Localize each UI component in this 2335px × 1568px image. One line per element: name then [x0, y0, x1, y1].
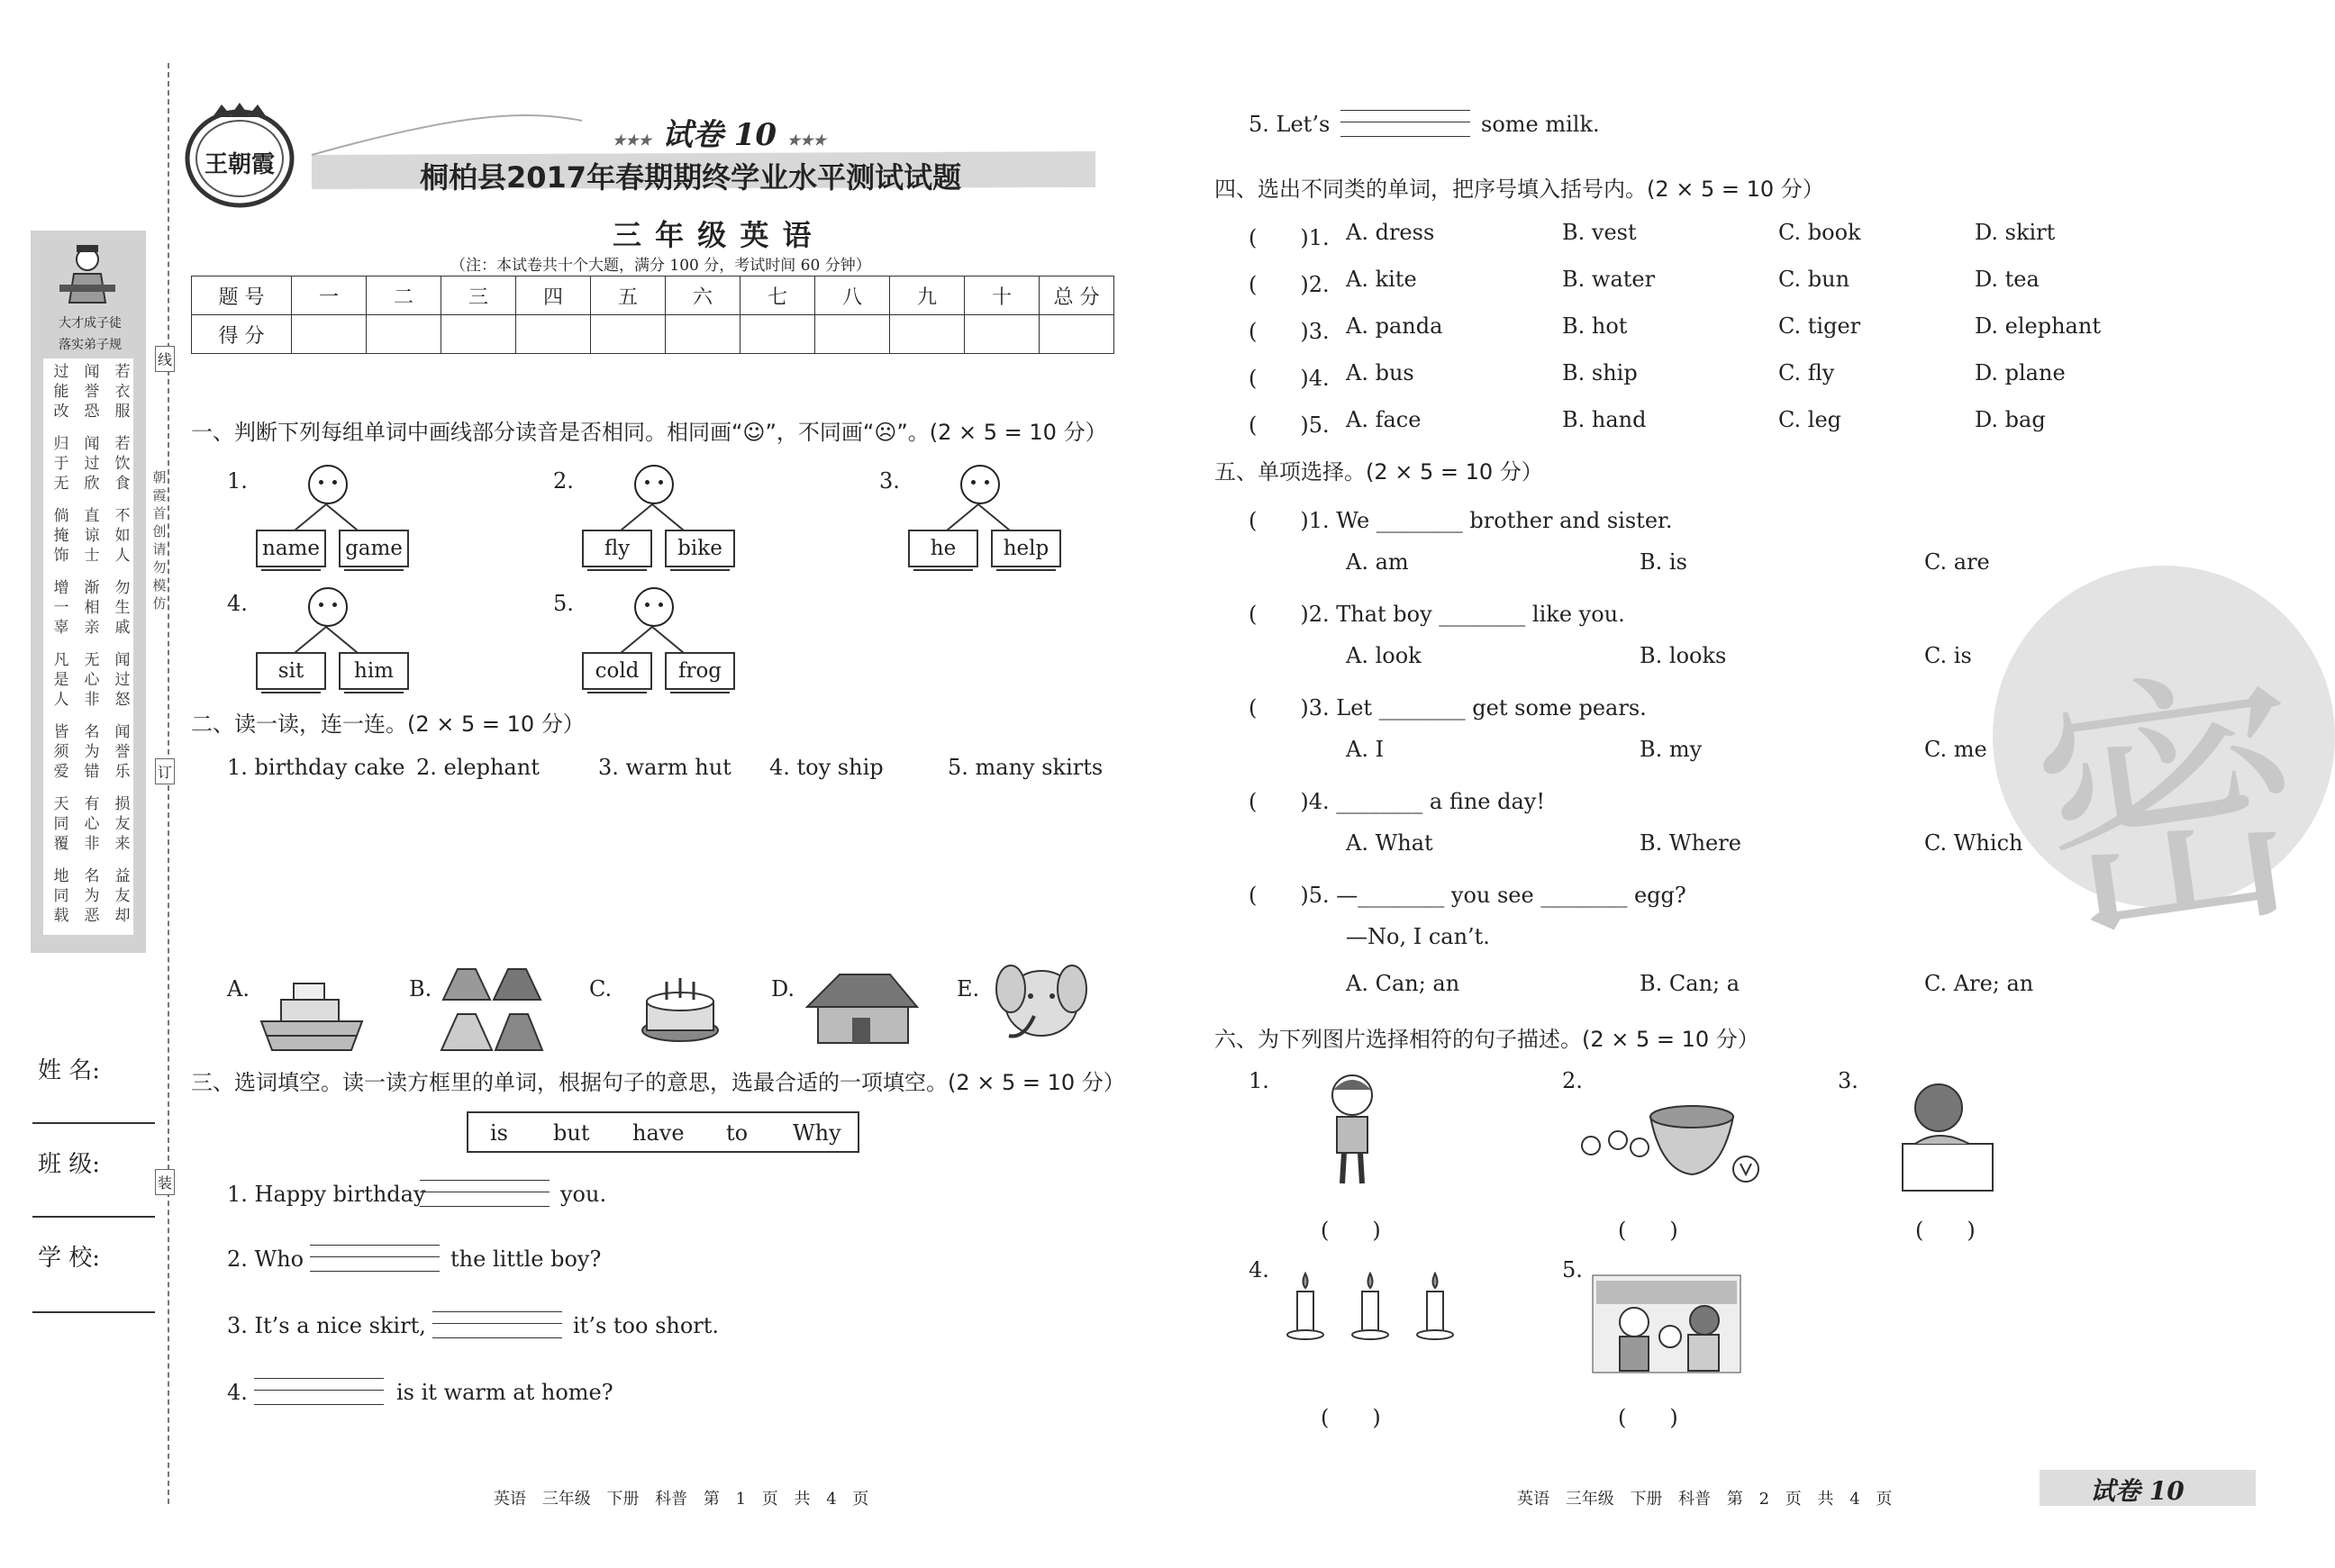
footer-right: 英语 三年级 下册 科普 第 2 页 共 4 页: [1517, 1490, 1893, 1509]
pic-label-a: A.: [227, 976, 250, 1002]
s6-num-4: 4.: [1249, 1257, 1269, 1282]
rule-char: 闻: [84, 363, 100, 381]
rule-column: [114, 650, 132, 710]
rule-char: 戚: [114, 619, 131, 637]
s5-option: A. am: [1346, 549, 1409, 575]
fill-q5-blank[interactable]: [1340, 110, 1470, 137]
rule-char: 地: [53, 867, 69, 885]
s4-number-paren[interactable]: ( )4.: [1249, 366, 1330, 391]
fill-q5-before: 5. Let’s: [1249, 112, 1331, 137]
rule-char: 恶: [84, 907, 100, 925]
s5-option: B. Where: [1640, 830, 1741, 856]
word-bank-item: have: [632, 1120, 685, 1146]
skirts-picture: [436, 964, 553, 1059]
phrase-3: 3. warm hut: [598, 755, 731, 780]
school-label: 学 校:: [38, 1245, 101, 1272]
rule-char: 辜: [53, 619, 69, 637]
word-bank-box: [467, 1111, 859, 1153]
rule-char: 相: [84, 599, 100, 617]
rule-char: 同: [53, 815, 69, 833]
s4-option: D. elephant: [1975, 313, 2101, 339]
s1-face-answer[interactable]: [634, 587, 674, 627]
s1-word-2: bike: [665, 530, 735, 567]
noodles-picture: [1578, 1090, 1764, 1192]
s4-option: B. hot: [1562, 313, 1628, 339]
rule-char: 增: [53, 579, 69, 597]
rule-char: 如: [114, 527, 131, 545]
rule-char: 却: [114, 907, 131, 925]
s1-word-2: game: [339, 530, 409, 567]
rule-column: [83, 578, 101, 638]
rule-column: [52, 434, 70, 494]
scholar-illustration: [47, 240, 128, 303]
rule-char: 名: [84, 867, 100, 885]
rule-char: 恐: [84, 403, 100, 421]
score-header-cell: 七: [740, 276, 815, 315]
school-line[interactable]: [32, 1311, 155, 1313]
score-header-cell: 三: [441, 276, 516, 315]
s4-option: B. hand: [1562, 407, 1647, 432]
rule-char: 同: [53, 887, 69, 905]
fill-q1-after: you.: [560, 1182, 607, 1207]
rule-column: [114, 362, 132, 421]
s4-number-paren[interactable]: ( )5.: [1249, 412, 1330, 438]
s1-word-2: him: [339, 652, 409, 690]
s6-num-3: 3.: [1838, 1068, 1858, 1093]
rule-column: [52, 578, 70, 638]
side-note-vertical: [151, 468, 168, 612]
fill-q3-after: it’s too short.: [573, 1313, 720, 1338]
seal-mark-1: 线: [155, 346, 175, 372]
s5-question-stem[interactable]: ( )1. We ________ brother and sister.: [1249, 508, 1673, 533]
cake-picture: [640, 964, 721, 1048]
score-table: [191, 276, 1114, 354]
s4-option: B. water: [1562, 267, 1656, 292]
s6-answer-4[interactable]: ( ): [1321, 1405, 1381, 1430]
rule-char: 乐: [114, 763, 131, 781]
rule-char: 闻: [114, 651, 131, 669]
score-header-cell: 二: [367, 276, 441, 315]
pic-label-b: B.: [409, 976, 432, 1002]
rule-char: 皆: [53, 723, 69, 741]
rule-char: 欣: [84, 475, 100, 493]
s6-num-5: 5.: [1562, 1257, 1583, 1282]
section-6-title: 六、为下列图片选择相符的句子描述。(2 × 5 = 10 分）: [1214, 1027, 1759, 1052]
phrase-2: 2. elephant: [416, 755, 540, 780]
rule-char: 衣: [114, 383, 131, 401]
rule-char: 亲: [84, 619, 100, 637]
rule-char: 载: [53, 907, 69, 925]
rule-char: 怒: [114, 691, 131, 709]
s1-word-1: sit: [256, 652, 326, 690]
rule-column: [83, 650, 101, 710]
s4-option: C. tiger: [1778, 313, 1861, 339]
s4-option: D. bag: [1975, 407, 2046, 432]
rule-char: 是: [53, 671, 69, 689]
rule-column: [52, 794, 70, 854]
s4-option: D. skirt: [1975, 220, 2056, 245]
s5-option: A. What: [1346, 830, 1433, 856]
s4-option: A. face: [1346, 407, 1422, 432]
s1-item-number: 5.: [553, 591, 574, 616]
rule-char: 来: [114, 835, 131, 853]
section-2-title: 二、读一读，连一连。(2 × 5 = 10 分）: [191, 711, 585, 737]
s1-word-2: help: [991, 530, 1061, 567]
s5-option: B. looks: [1640, 643, 1727, 668]
score-cell[interactable]: [965, 315, 1040, 354]
s1-item-number: 1.: [227, 468, 248, 494]
s5-answer-line: —No, I can’t.: [1346, 924, 1490, 949]
score-cell[interactable]: [367, 315, 441, 354]
s5-option: C. me: [1924, 737, 1987, 762]
s4-option: A. bus: [1346, 360, 1414, 385]
phrase-5: 5. many skirts: [948, 755, 1104, 780]
s4-option: C. book: [1778, 220, 1861, 245]
rule-char: 人: [53, 691, 69, 709]
fill-q2-before: 2. Who: [227, 1246, 304, 1272]
score-header-cell: 四: [516, 276, 591, 315]
rule-column: [52, 650, 70, 710]
rule-column: [114, 434, 132, 494]
rule-char: 饮: [114, 455, 131, 473]
fill-q1-before: 1. Happy birthday: [227, 1182, 426, 1207]
s5-option: A. Can; an: [1346, 971, 1460, 996]
s5-option: A. look: [1346, 643, 1422, 668]
rule-char: 一: [53, 599, 69, 617]
rule-char: 直: [84, 507, 100, 525]
s4-option: D. plane: [1975, 360, 2066, 385]
rule-char: 损: [114, 795, 131, 813]
rule-char: 士: [84, 547, 100, 565]
rule-char: 改: [53, 403, 69, 421]
rule-column: [114, 794, 132, 854]
rule-column: [52, 506, 70, 566]
stars-right-icon: ★★★: [786, 131, 826, 149]
section-3-title: 三、选词填空。读一读方框里的单词，根据句子的意思，选最合适的一项填空。(2 × 5 = 10 分）: [191, 1070, 1125, 1095]
footer-paper-tab: [2040, 1470, 2256, 1506]
rule-char: 覆: [53, 835, 69, 853]
s4-number-paren[interactable]: ( )1.: [1249, 225, 1330, 250]
s1-word-1: he: [908, 530, 978, 567]
s1-face-answer[interactable]: [634, 465, 674, 504]
rule-column: [114, 722, 132, 782]
rule-char: 凡: [53, 651, 69, 669]
rule-char: 能: [53, 383, 69, 401]
score-header-cell: 题 号: [192, 276, 292, 315]
paper-number: [613, 110, 826, 154]
rule-column: [114, 506, 132, 566]
word-bank-item: Why: [793, 1120, 841, 1146]
s4-option: A. panda: [1346, 313, 1443, 339]
s1-item-number: 2.: [553, 468, 574, 494]
seal-mark-3: 装: [155, 1169, 175, 1195]
subject-title: 三 年 级 英 语: [613, 218, 813, 252]
rule-column: [83, 434, 101, 494]
fill-q2-after: the little boy?: [450, 1246, 602, 1272]
candles-picture: [1283, 1270, 1459, 1346]
paper-number-text: 试卷 10: [661, 117, 777, 153]
rule-char: 归: [53, 435, 69, 453]
rule-column: [52, 866, 70, 926]
s5-option: C. are: [1924, 549, 1990, 575]
word-bank-item: to: [726, 1120, 749, 1146]
s1-item-number: 4.: [227, 591, 248, 616]
boy-picture: [1321, 1072, 1384, 1192]
s5-option: C. is: [1924, 643, 1972, 668]
rule-char: 友: [114, 815, 131, 833]
fill-q1-blank[interactable]: [420, 1180, 550, 1207]
rule-column: [83, 866, 101, 926]
rule-char: 人: [114, 547, 131, 565]
rule-column: [52, 362, 70, 421]
watermark-text: 密: [2016, 635, 2329, 984]
rule-char: 勿: [114, 579, 131, 597]
rule-char: 若: [114, 435, 131, 453]
s4-option: A. dress: [1346, 220, 1435, 245]
rule-char: 须: [53, 743, 69, 761]
rule-char: 心: [84, 815, 100, 833]
rule-column: [52, 722, 70, 782]
logo-text: 王朝霞: [204, 151, 275, 178]
rule-char: 倘: [53, 507, 69, 525]
score-cell[interactable]: [815, 315, 890, 354]
s4-option: C. fly: [1778, 360, 1835, 385]
seal-mark-2: 订: [155, 758, 175, 784]
fill-q3-blank[interactable]: [432, 1311, 562, 1338]
rule-char: 为: [84, 743, 100, 761]
s5-question-stem[interactable]: ( )2. That boy ________ like you.: [1249, 602, 1625, 627]
score-row-label: 得 分: [192, 315, 292, 354]
score-cell[interactable]: [441, 315, 516, 354]
score-header-cell: 八: [815, 276, 890, 315]
fill-q4-blank[interactable]: [254, 1378, 384, 1405]
score-header-cell: 总 分: [1040, 276, 1114, 315]
rule-char: 誉: [84, 383, 100, 401]
score-header-cell: 五: [591, 276, 666, 315]
name-label: 姓 名:: [38, 1057, 101, 1084]
footer-paper-number: 试卷 10: [2090, 1476, 2185, 1506]
fill-q5-after: some milk.: [1481, 112, 1600, 137]
score-header-cell: 六: [666, 276, 740, 315]
motto-line-1: 大才成子徒: [59, 316, 122, 331]
rule-column: [114, 866, 132, 926]
rule-char: 心: [84, 671, 100, 689]
rule-column: [114, 578, 132, 638]
s4-option: B. ship: [1562, 360, 1638, 385]
s5-question-stem[interactable]: ( )4. ________ a fine day!: [1249, 789, 1545, 814]
pic-label-e: E.: [957, 976, 980, 1002]
rule-column: [83, 506, 101, 566]
rule-column: [83, 722, 101, 782]
s1-face-answer[interactable]: [308, 587, 348, 627]
secret-watermark-stamp: [1993, 566, 2335, 984]
score-cell[interactable]: [890, 315, 965, 354]
s1-word-1: fly: [582, 530, 652, 567]
rule-char: 食: [114, 475, 131, 493]
phrase-4: 4. toy ship: [769, 755, 884, 780]
s4-option: A. kite: [1346, 267, 1417, 292]
rule-char: 谅: [84, 527, 100, 545]
rule-char: 非: [84, 835, 100, 853]
score-cell[interactable]: [666, 315, 740, 354]
s5-option: B. is: [1640, 549, 1687, 575]
side-note-text: 朝霞首创 请勿模仿: [152, 469, 167, 612]
section-4-title: 四、选出不同类的单词，把序号填入括号内。(2 × 5 = 10 分）: [1214, 177, 1824, 202]
phrase-1: 1. birthday cake: [227, 755, 405, 780]
s4-option: C. bun: [1778, 267, 1850, 292]
s1-word-2: frog: [665, 652, 735, 690]
section-1-title: 一、判断下列每组单词中画线部分读音是否相同。相同画“☺”，不同画“☹”。(2 × 5 = 10 分）: [191, 420, 1107, 445]
s4-number-paren[interactable]: ( )2.: [1249, 272, 1330, 297]
rule-column: [83, 794, 101, 854]
rule-char: 名: [84, 723, 100, 741]
s1-face-answer[interactable]: [308, 465, 348, 504]
rule-char: 爱: [53, 763, 69, 781]
word-bank-item: is: [490, 1120, 508, 1146]
s4-option: D. tea: [1975, 267, 2040, 292]
exam-note: （注：本试卷共十个大题，满分 100 分，考试时间 60 分钟）: [450, 257, 871, 275]
fill-q4-after: is it warm at home?: [396, 1380, 613, 1405]
rule-column: [83, 362, 101, 421]
reading-picture: [1897, 1081, 1998, 1196]
score-table-header-row: [192, 276, 1114, 315]
fill-q4-before: 4.: [227, 1380, 248, 1405]
rule-char: 友: [114, 887, 131, 905]
rule-char: 生: [114, 599, 131, 617]
rule-char: 服: [114, 403, 131, 421]
s5-option: B. my: [1640, 737, 1703, 762]
score-header-cell: 一: [292, 276, 367, 315]
s1-word-1: cold: [582, 652, 652, 690]
s6-num-2: 2.: [1562, 1068, 1583, 1093]
rule-char: 掩: [53, 527, 69, 545]
s1-word-1: name: [256, 530, 326, 567]
score-cell[interactable]: [591, 315, 666, 354]
rule-char: 为: [84, 887, 100, 905]
s1-item-number: 3.: [879, 468, 900, 494]
rule-char: 错: [84, 763, 100, 781]
rule-char: 无: [84, 651, 100, 669]
word-bank-item: but: [553, 1120, 590, 1146]
family-picture: [1593, 1275, 1740, 1376]
pic-label-d: D.: [771, 976, 795, 1002]
rule-char: 若: [114, 363, 131, 381]
elephant-picture: [987, 953, 1088, 1050]
score-cell[interactable]: [1040, 315, 1114, 354]
s6-answer-1[interactable]: ( ): [1321, 1218, 1381, 1243]
rule-char: 天: [53, 795, 69, 813]
s6-answer-3[interactable]: ( ): [1915, 1218, 1976, 1243]
s6-answer-5[interactable]: ( ): [1618, 1405, 1678, 1430]
rule-char: 非: [84, 691, 100, 709]
score-cell[interactable]: [516, 315, 591, 354]
rule-char: 于: [53, 455, 69, 473]
pic-label-c: C.: [589, 976, 613, 1002]
rule-char: 不: [114, 507, 131, 525]
s6-answer-2[interactable]: ( ): [1618, 1218, 1678, 1243]
rule-char: 过: [53, 363, 69, 381]
score-header-cell: 十: [965, 276, 1040, 315]
stars-left-icon: ★★★: [613, 131, 652, 149]
rule-char: 益: [114, 867, 131, 885]
name-line[interactable]: [32, 1122, 155, 1124]
score-table-score-row: [192, 315, 1114, 354]
fill-q3-before: 3. It’s a nice skirt,: [227, 1313, 426, 1338]
ship-picture: [258, 973, 366, 1057]
publisher-logo: [177, 101, 303, 209]
s5-question-stem[interactable]: ( )5. —________ you see ________ egg?: [1249, 883, 1686, 908]
footer-left: 英语 三年级 下册 科普 第 1 页 共 4 页: [494, 1490, 869, 1509]
s5-question-stem[interactable]: ( )3. Let ________ get some pears.: [1249, 695, 1647, 721]
hut-picture: [804, 969, 921, 1050]
s5-option: C. Which: [1924, 830, 2023, 856]
rule-char: 誉: [114, 743, 131, 761]
motto-line-2: 落实弟子规: [59, 338, 122, 352]
s1-face-answer[interactable]: [960, 465, 1000, 504]
s4-option: B. vest: [1562, 220, 1637, 245]
section-5-title: 五、单项选择。(2 × 5 = 10 分）: [1214, 459, 1543, 485]
class-label: 班 级:: [38, 1151, 101, 1178]
s5-option: C. Are; an: [1924, 971, 2034, 996]
rule-char: 过: [84, 455, 100, 473]
s4-number-paren[interactable]: ( )3.: [1249, 319, 1330, 344]
class-line[interactable]: [32, 1216, 155, 1218]
rule-char: 过: [114, 671, 131, 689]
s6-num-1: 1.: [1249, 1068, 1269, 1093]
score-cell[interactable]: [292, 315, 367, 354]
s4-option: C. leg: [1778, 407, 1842, 432]
rule-char: 闻: [114, 723, 131, 741]
rule-char: 渐: [84, 579, 100, 597]
exam-title: 桐柏县2017年春期期终学业水平测试试题: [420, 160, 962, 195]
score-cell[interactable]: [740, 315, 815, 354]
score-header-cell: 九: [890, 276, 965, 315]
rule-char: 饰: [53, 547, 69, 565]
s5-option: A. I: [1346, 737, 1385, 762]
rule-char: 闻: [84, 435, 100, 453]
s5-option: B. Can; a: [1640, 971, 1740, 996]
rule-char: 有: [84, 795, 100, 813]
fill-q2-blank[interactable]: [310, 1245, 440, 1272]
rule-char: 无: [53, 475, 69, 493]
